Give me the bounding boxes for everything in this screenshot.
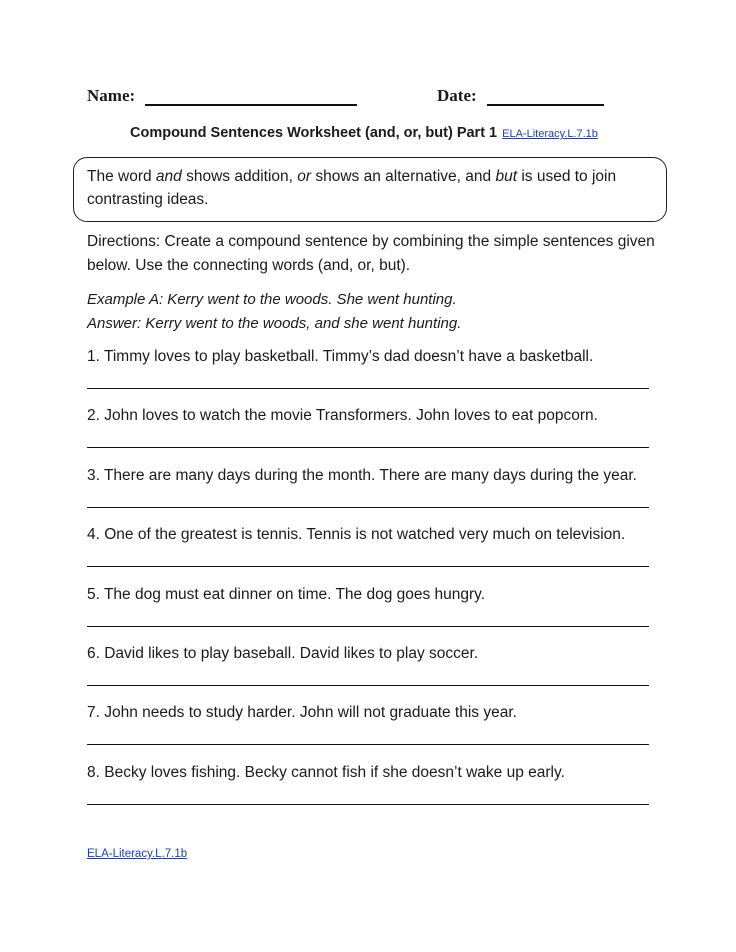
example-line: Example A: Kerry went to the woods. She went hunting. bbox=[87, 291, 457, 308]
worksheet-title bbox=[130, 125, 598, 141]
question-item bbox=[87, 346, 649, 405]
question-item bbox=[87, 524, 649, 583]
date-field-group bbox=[437, 86, 604, 106]
example-block bbox=[87, 288, 657, 336]
info-text-2: shows addition, bbox=[181, 168, 298, 185]
info-word-or: or bbox=[297, 168, 312, 185]
question-text: 5. The dog must eat dinner on time. The dog goes hungry. bbox=[87, 585, 486, 603]
name-blank-line[interactable] bbox=[145, 87, 357, 106]
question-list bbox=[87, 346, 649, 821]
question-item bbox=[87, 643, 649, 702]
question-text: 8. Becky loves fishing. Becky cannot fish if she doesn’t wake up early. bbox=[87, 763, 565, 781]
answer-line[interactable] bbox=[87, 685, 649, 686]
answer-line[interactable] bbox=[87, 804, 649, 805]
header-row bbox=[87, 86, 647, 112]
info-word-and: and bbox=[155, 168, 182, 185]
info-text-4: is used to join contrasting ideas. bbox=[87, 168, 617, 208]
date-label: Date: bbox=[437, 86, 477, 105]
question-text: 7. John needs to study harder. John will not graduate this year. bbox=[87, 704, 517, 722]
question-item bbox=[87, 584, 649, 643]
standard-link[interactable]: ELA-Literacy.L.7.1b bbox=[502, 128, 598, 140]
question-item bbox=[87, 762, 649, 821]
question-item bbox=[87, 405, 649, 464]
info-text-1: The word bbox=[87, 168, 156, 185]
answer-line[interactable] bbox=[87, 447, 649, 448]
question-text: 2. John loves to watch the movie Transformers. John loves to eat popcorn. bbox=[87, 407, 598, 425]
question-text: 3. There are many days during the month. There are many days during the year. bbox=[87, 466, 637, 484]
answer-line[interactable] bbox=[87, 744, 649, 745]
name-field-group bbox=[87, 86, 357, 106]
example-answer-line: Answer: Kerry went to the woods, and she went hunting. bbox=[87, 315, 462, 332]
question-item bbox=[87, 702, 649, 761]
date-blank-line[interactable] bbox=[487, 87, 604, 106]
directions-text: Directions: Create a compound sentence by combining the simple sentences given below. Use the connecting words (and, or, but). bbox=[87, 233, 655, 274]
question-item bbox=[87, 465, 649, 524]
question-text: 1. Timmy loves to play basketball. Timmy’s dad doesn’t have a basketball. bbox=[87, 348, 594, 365]
info-box bbox=[73, 157, 667, 222]
answer-line[interactable] bbox=[87, 507, 649, 508]
answer-line[interactable] bbox=[87, 566, 649, 567]
question-text: 4. One of the greatest is tennis. Tennis is not watched very much on television. bbox=[87, 526, 626, 544]
answer-line[interactable] bbox=[87, 626, 649, 627]
info-text-3: shows an alternative, and bbox=[311, 168, 496, 185]
question-text: 6. David likes to play baseball. David likes to play soccer. bbox=[87, 644, 479, 662]
answer-line[interactable] bbox=[87, 388, 649, 389]
name-label: Name: bbox=[87, 86, 136, 105]
info-word-but: but bbox=[495, 168, 518, 185]
footer-standard-link[interactable]: ELA-Literacy.L.7.1b bbox=[87, 848, 188, 860]
title-text: Compound Sentences Worksheet (and, or, but) Part 1 bbox=[130, 125, 498, 141]
